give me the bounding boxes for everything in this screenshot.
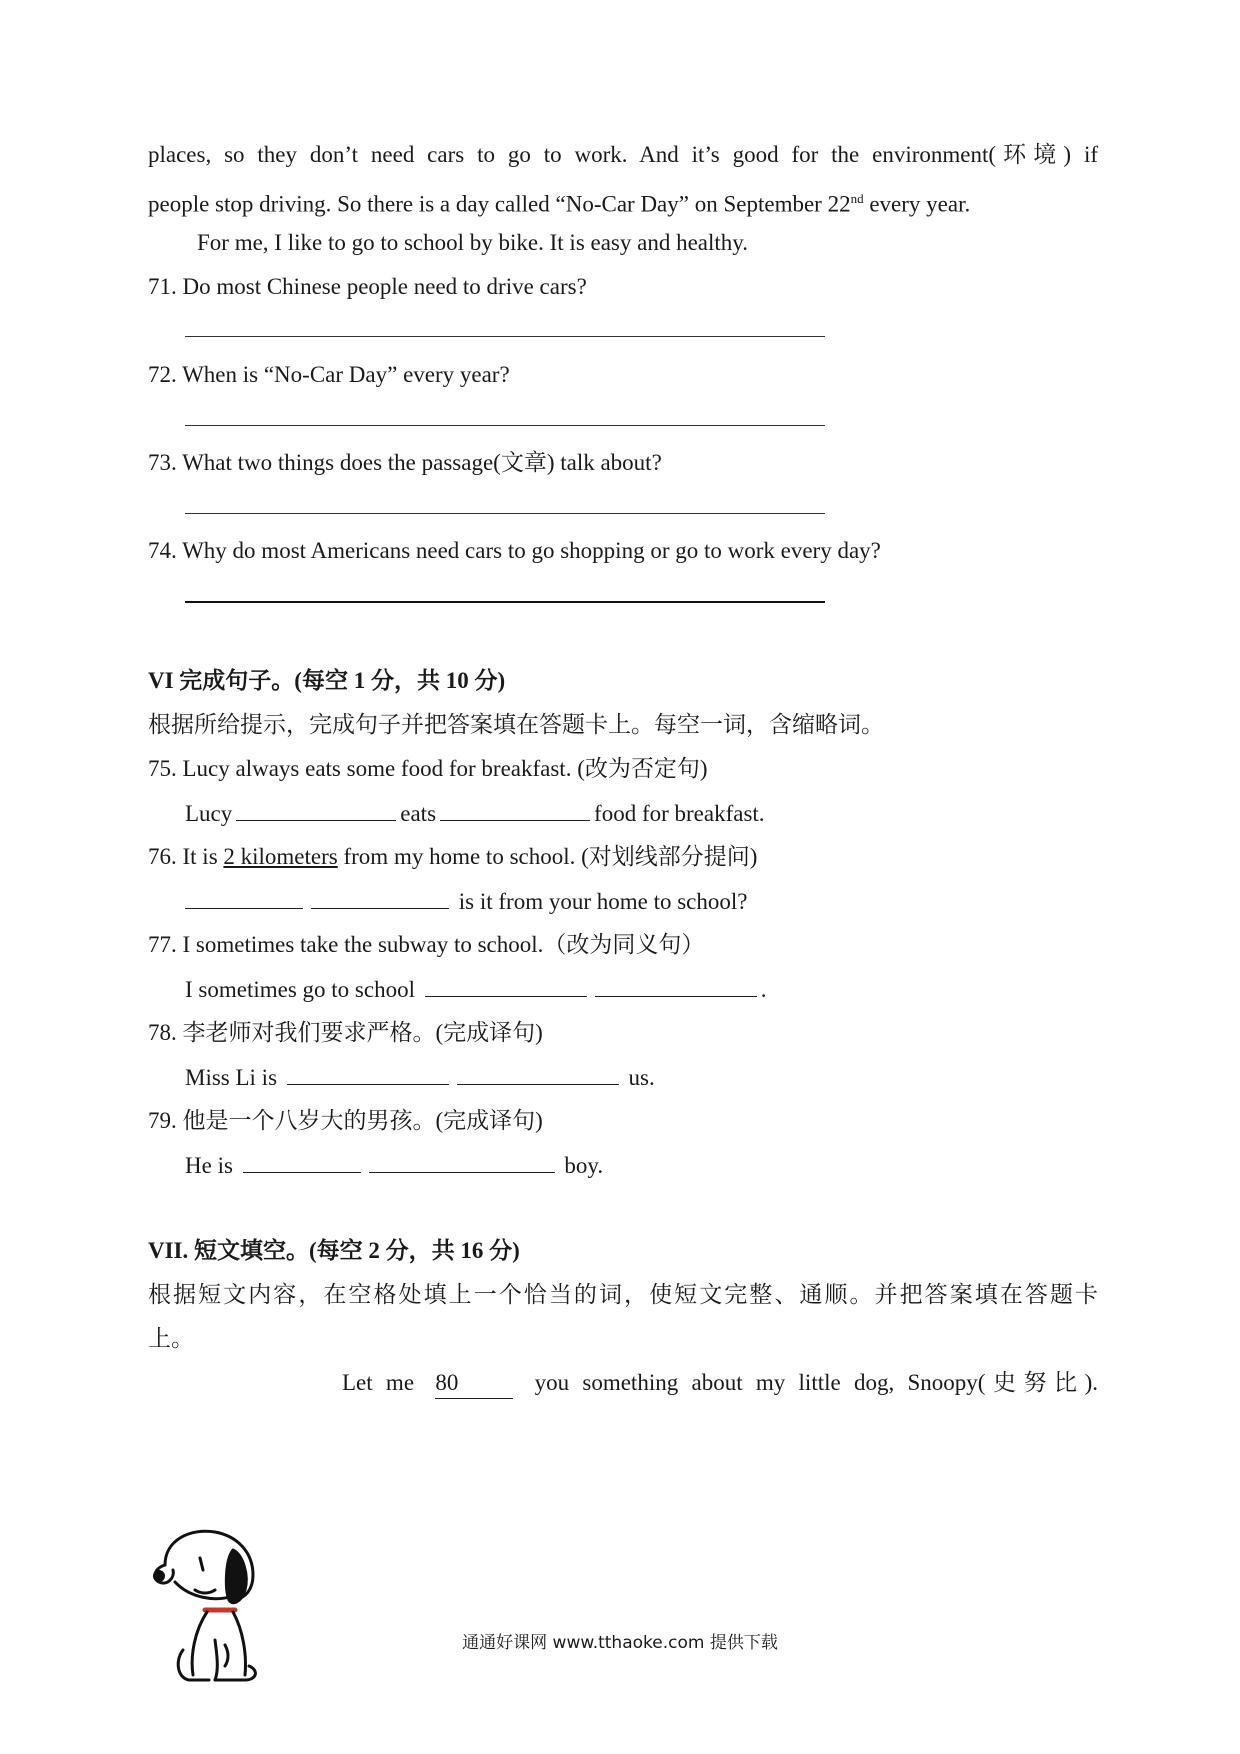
- blank[interactable]: [287, 1062, 449, 1085]
- question-79: 79. 他是一个八岁大的男孩。(完成译句): [148, 1108, 543, 1133]
- question-72: [148, 360, 510, 390]
- answer-text: Miss Li is: [185, 1065, 278, 1090]
- question-78: 78. 李老师对我们要求严格。(完成译句): [148, 1020, 543, 1045]
- passage-80-line: [342, 1368, 1098, 1399]
- passage-text: you something about my little dog, Snoopy(史努比).: [534, 1370, 1098, 1395]
- blank[interactable]: [457, 1062, 619, 1085]
- answer-text: Lucy: [185, 801, 233, 826]
- answer-line-71[interactable]: [185, 336, 825, 337]
- snoopy-illustration: [145, 1520, 265, 1690]
- question-73: [148, 448, 662, 478]
- question-number: 74.: [148, 538, 177, 563]
- question-text: When is “No-Car Day” every year?: [182, 362, 510, 387]
- answer-text: is it from your home to school?: [458, 889, 748, 914]
- question-number: 71.: [148, 274, 177, 299]
- blank[interactable]: [440, 798, 590, 821]
- answer-79: [185, 1150, 603, 1181]
- question-77: 77. I sometimes take the subway to school.（改为同义句）: [148, 932, 705, 957]
- question-text: from my home to school. (对划线部分提问): [337, 844, 758, 869]
- blank[interactable]: [243, 1150, 361, 1173]
- blank[interactable]: [595, 974, 757, 997]
- question-75: 75. Lucy always eats some food for breakfast. (改为否定句): [148, 756, 708, 781]
- question-text: What two things does the passage(文章) talk about?: [182, 450, 662, 475]
- question-76: [148, 842, 757, 872]
- answer-text: food for breakfast.: [594, 801, 765, 826]
- question-text: Do most Chinese people need to drive cars?: [182, 274, 587, 299]
- underlined-phrase: 2 kilometers: [223, 844, 338, 869]
- passage-text: Let me: [342, 1370, 415, 1395]
- answer-line-73[interactable]: [185, 513, 825, 514]
- passage-line-2: [148, 184, 970, 220]
- answer-line-74[interactable]: [185, 601, 825, 603]
- passage-line-3: For me, I like to go to school by bike. It is easy and healthy.: [197, 230, 749, 255]
- question-number: 73.: [148, 450, 177, 475]
- passage-line-1: places, so they don’t need cars to go to work. And it’s good for the environment(环境) if: [148, 142, 1098, 167]
- question-74: [148, 536, 881, 566]
- blank-80[interactable]: 80: [435, 1368, 513, 1399]
- answer-text: us.: [628, 1065, 655, 1090]
- footer-source: 通通好课网 www.tthaoke.com 提供下载: [462, 1633, 778, 1653]
- answer-76: [185, 886, 748, 917]
- answer-text: boy.: [564, 1153, 604, 1178]
- answer-text: .: [760, 977, 767, 1002]
- section-6-title: VI 完成句子。(每空 1 分，共 10 分): [148, 668, 506, 693]
- section-7-instruction: 根据短文内容，在空格处填上一个恰当的词，使短文完整、通顺。并把答案填在答题卡: [148, 1282, 1098, 1307]
- answer-text: I sometimes go to school: [185, 977, 415, 1002]
- answer-text: eats: [400, 801, 437, 826]
- question-number: 72.: [148, 362, 177, 387]
- answer-77: [185, 974, 766, 1005]
- question-71: [148, 272, 587, 302]
- passage-line-2-end: every year.: [863, 191, 971, 217]
- blank[interactable]: [369, 1150, 555, 1173]
- question-text: 76. It is: [148, 844, 224, 869]
- question-text: Why do most Americans need cars to go shopping or go to work every day?: [182, 538, 881, 563]
- passage-line-2-text: people stop driving. So there is a day called “No-Car Day” on September 22: [148, 191, 851, 217]
- blank[interactable]: [311, 886, 449, 909]
- blank[interactable]: [236, 798, 396, 821]
- answer-line-72[interactable]: [185, 425, 825, 426]
- superscript-nd: nd: [850, 191, 864, 206]
- answer-75: [185, 798, 765, 829]
- blank[interactable]: [185, 886, 303, 909]
- section-6-instruction: 根据所给提示，完成句子并把答案填在答题卡上。每空一词，含缩略词。: [148, 712, 884, 737]
- section-7-title: VII. 短文填空。(每空 2 分，共 16 分): [148, 1238, 520, 1263]
- answer-78: [185, 1062, 655, 1093]
- blank[interactable]: [425, 974, 587, 997]
- section-7-instruction-end: 上。: [148, 1326, 194, 1351]
- answer-text: He is: [185, 1153, 233, 1178]
